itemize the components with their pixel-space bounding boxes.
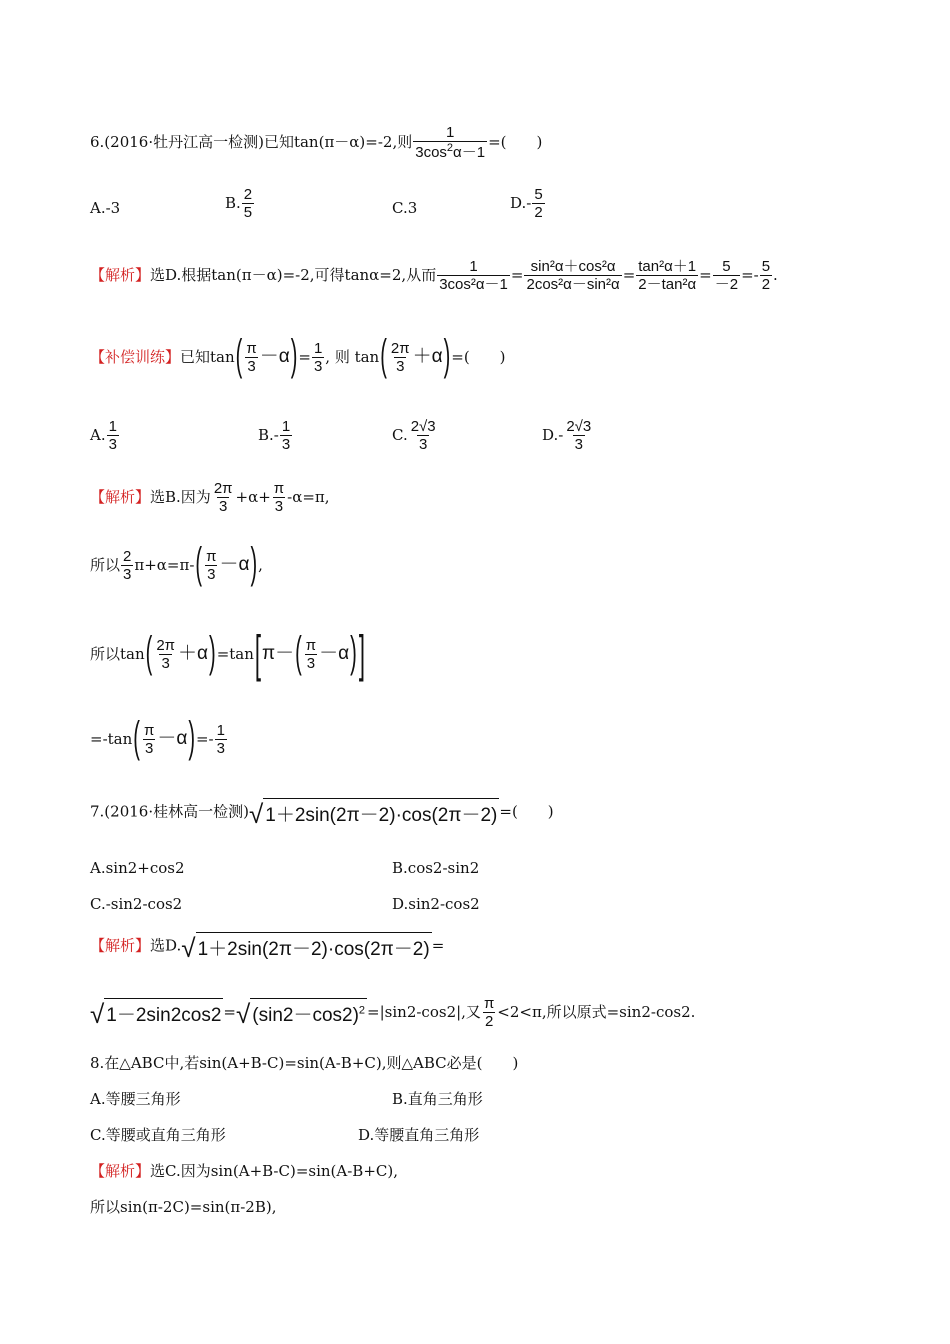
q7-stem [90,798,554,827]
abc-line3 [90,624,366,683]
a6-text: 选D.根据tan(π－α)=-2,可得tanα=2,从而 [150,265,437,284]
q7-tail: =( ) [499,802,554,821]
q8-option-d: D.等腰直角三角形 [358,1126,480,1144]
bc-opt-c-label: C. [392,425,408,444]
bc-opt-b-frac [280,418,292,454]
abc-l2-b: π+α=π- [134,555,195,574]
a7-text: 选D. [150,936,182,955]
bc-opt-b-label: B.- [258,425,279,444]
abc-l4-paren-open: ( [133,714,140,763]
abc-l3-three: 3 [161,655,170,673]
q7-radicand: 1＋2sin(2π－2)·cos(2π－2) [263,798,499,827]
abc-l1-b: +α+ [235,487,271,506]
bc-optc-den: 3 [419,436,428,454]
a6-f4-den: －2 [714,276,739,294]
abc-l3-paren-close: ) [209,629,216,678]
q6-tail: =( ) [488,132,543,151]
abc-l1-a: 选B.因为 [150,487,211,506]
q7-option-d: D.sin2-cos2 [392,895,480,913]
q6-option-a: A.-3 [90,199,121,217]
bc-optb-den: 3 [281,436,291,454]
bc-opt-d-frac [564,418,593,454]
a6-f2-den: 2cos²α－sin²α [526,276,620,294]
abc-l4-b: =- [195,729,214,748]
abc-l4-minus-alpha: －α [157,727,188,749]
bc-eq: = [298,347,311,366]
q7-stem-text: 7.(2016·桂林高一检测) [90,802,249,821]
abc-l2-two: 2 [123,548,132,565]
abc-l3-frac-2pi3 [154,637,177,673]
abc-line1 [90,480,330,516]
bc-stem [90,332,506,381]
a7-text2: =|sin2-cos2|,又 [367,1002,481,1021]
bc-optb-num: 1 [281,418,291,435]
a7-line2 [90,995,695,1031]
abc-l3-2pi: 2π [156,637,176,654]
q6-option-b-frac [242,186,254,222]
abc-l4-one: 1 [216,722,225,739]
bc-optd-den: 3 [574,436,583,454]
q6-optd-num: 5 [534,186,543,203]
bc-2pi: 2π [390,340,410,357]
sqrt-icon: √ [181,933,196,963]
q6-optd-den: 2 [534,204,543,222]
q7-option-b: B.cos2-sin2 [392,859,480,877]
bc-three: 3 [247,358,256,376]
bc-paren-close: ) [290,332,298,381]
q6-optb-den: 5 [243,204,253,222]
a7-sqrt2 [90,998,223,1030]
q6-frac-den-b: α－1 [453,144,486,162]
q6-optb-num: 2 [243,186,253,203]
abc-l3-bracket-close: ] [358,624,365,683]
abc-l4-paren-close: ) [188,714,195,763]
abc-l2-end: , [258,555,263,574]
a7-two: 2 [484,1013,494,1031]
bc-paren-open: ( [235,332,243,381]
a6-frac1 [437,258,510,294]
q6-frac-den-a: 3cos [415,144,447,162]
abc-l1-c: -α=π, [287,487,330,506]
bc-opt-a-frac [107,418,119,454]
a7-frac-pi2 [482,995,496,1031]
a7-text3: <2<π,所以原式=sin2-cos2. [497,1002,696,1021]
abc-2pi: 2π [213,480,233,497]
bc-option-b [258,418,293,454]
a6-f3-num: tan²α＋1 [638,258,697,275]
bc-opta-den: 3 [108,436,117,454]
a7-eq: = [431,936,445,955]
q8-stem: 8.在△ABC中,若sin(A+B-C)=sin(A-B+C),则△ABC必是( ) [90,1054,519,1072]
a6-f4-num: 5 [722,258,731,275]
a7-sup: 2 [358,1004,366,1017]
abc-l4-a: =-tan [90,729,133,748]
a6-eq2: = [622,265,636,284]
abc-l2-minus-alpha: －α [219,553,250,575]
abc-l4-frac-pi3 [142,722,156,758]
abc-l3-b: =tan [216,644,254,663]
q8-option-b: B.直角三角形 [392,1090,483,1108]
sqrt-icon: √ [90,999,105,1030]
abc-l3-pi-num: π [305,637,317,654]
a8-line1 [90,1160,398,1181]
a7-rad3: (sin2－cos2) [252,1005,359,1027]
bc-opta-num: 1 [108,418,117,435]
a6-line [90,258,778,294]
abc-l2-paren-close: ) [250,540,258,589]
q8-option-a: A.等腰三角形 [90,1090,181,1108]
abc-l3-plus-alpha: ＋α [178,642,209,664]
a8-text: 选C.因为sin(A+B-C)=sin(A-B+C), [150,1162,398,1180]
abc-three: 3 [218,498,228,516]
q6-option-c: C.3 [392,199,418,217]
abc-l3-a: 所以tan [90,644,145,663]
q6-option-b [225,186,255,222]
abc-l3-paren-close2: ) [350,629,357,678]
bc-paren-open2: ( [380,332,387,381]
bc-tag: 【补偿训练】 [90,347,181,366]
q6-frac-num: 1 [445,124,455,141]
q6-fraction [413,124,487,162]
bc-option-d [542,418,594,454]
a7-radicand: 1＋2sin(2π－2)·cos(2π－2) [196,932,432,961]
q8-option-c: C.等腰或直角三角形 [90,1126,226,1144]
abc-three-b: 3 [274,498,284,516]
bc-option-a [90,418,120,454]
a6-f3-den: 2－tan²α [638,276,697,294]
a7-rad2: 1－2sin2cos2 [104,998,223,1027]
a7-pi: π [483,995,495,1012]
a7-sqrt3 [235,998,367,1030]
a6-frac4 [713,258,740,294]
bc-optd-num: 2√3 [566,418,592,435]
abc-line2 [90,540,263,589]
a8-line2: 所以sin(π-2C)=sin(π-2B), [90,1198,277,1216]
bc-opt-c-frac [409,418,438,454]
a7-line1 [90,932,444,961]
q6-stem [90,124,542,162]
abc-l2-three: 3 [123,566,132,584]
bc-paren-close2: ) [443,332,451,381]
a6-f5-den: 2 [761,276,771,294]
bc-frac-13 [312,340,324,376]
a8-tag: 【解析】 [90,1162,151,1180]
a6-frac2 [524,258,621,294]
abc-l3-frac-pi3 [304,637,318,673]
bc-frac-pi3 [244,340,258,376]
bc-text: 已知tan [180,347,235,366]
a7-rad3-wrap [250,998,367,1027]
bc-opt-a-label: A. [90,425,106,444]
q7-option-a: A.sin2+cos2 [90,859,185,877]
a6-f1-den: 3cos²α－1 [439,276,508,294]
a6-tag: 【解析】 [90,265,151,284]
abc-l4-frac-13 [215,722,227,758]
abc-l3-three-b: 3 [306,655,316,673]
abc-l3-bracket-open: [ [254,624,262,683]
q6-stem-text: 6.(2016·牡丹江高一检测)已知tan(π－α)=-2,则 [90,132,413,151]
q6-frac-den [413,141,487,161]
a7-tag: 【解析】 [90,936,151,955]
abc-l2-pi: π [206,548,217,565]
bc-three-c: 3 [396,358,405,376]
q7-option-c: C.-sin2-cos2 [90,895,183,913]
abc-pi: π [273,480,285,497]
bc-minus-alpha: －α [259,345,290,367]
a6-f5-num: 5 [761,258,771,275]
a6-frac3 [636,258,698,294]
q6-option-d [510,186,546,222]
abc-l2-frac [121,548,133,584]
bc-three-b: 3 [313,358,323,376]
a6-eq4: =- [741,265,759,284]
bc-one: 1 [313,340,323,357]
bc-pi: π [246,340,257,357]
abc-tag: 【解析】 [90,487,151,506]
abc-l4-three-b: 3 [216,740,225,758]
bc-then: , 则 tan [325,347,380,366]
bc-optc-num: 2√3 [410,418,436,435]
a6-eq1: = [510,265,524,284]
q6-option-d-label: D.- [510,193,532,212]
abc-l3-paren-open2: ( [295,629,302,678]
abc-l2-frac-pi3 [204,548,218,584]
sqrt-icon: √ [248,799,264,829]
a7-sqrt1 [181,932,431,961]
sqrt-icon: √ [235,999,251,1030]
abc-l3-paren-open: ( [145,629,153,678]
a7-eq2: = [223,1002,236,1021]
bc-option-c [392,418,439,454]
abc-l3-pi: π－ [262,642,295,664]
abc-l3-minus-alpha: －α [319,642,350,664]
abc-frac-2pi3 [212,480,235,516]
abc-l4-pi: π [143,722,155,739]
q6-option-b-label: B. [225,193,241,212]
a6-frac5 [760,258,772,294]
a6-eq3: = [699,265,712,284]
bc-plus-alpha: ＋α [412,345,443,367]
bc-frac-2pi3 [389,340,412,376]
a6-end: . [773,265,778,284]
bc-tail: =( ) [451,347,506,366]
abc-l2-a: 所以 [90,555,121,574]
q6-option-d-frac [532,186,544,222]
bc-opt-d-label: D.- [542,425,564,444]
q7-sqrt [249,798,499,827]
a6-f1-num: 1 [469,258,478,275]
q6-sup: 2 [446,142,454,155]
abc-l4-three: 3 [144,740,154,758]
abc-l2-paren-open: ( [195,540,203,589]
abc-frac-pi3 [272,480,286,516]
abc-l2-three-b: 3 [207,566,216,584]
abc-line4 [90,714,228,763]
a6-f2-num: sin²α＋cos²α [530,258,616,275]
